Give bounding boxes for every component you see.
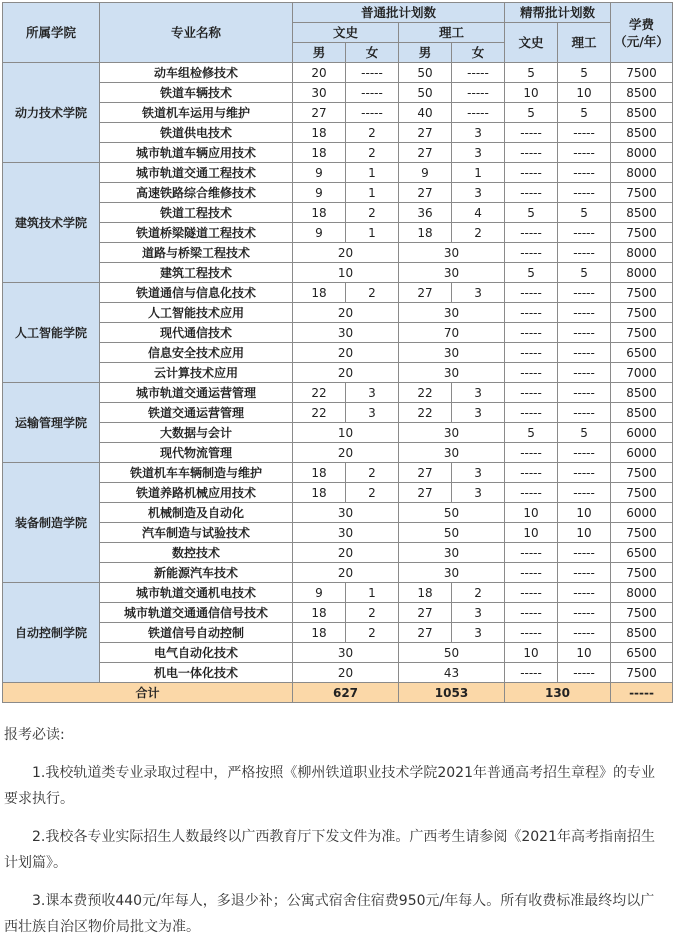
table-row xyxy=(3,163,673,183)
targeted-arts-cell: ----- xyxy=(505,343,558,363)
arts-total-cell: 10 xyxy=(293,423,399,443)
fee-cell: 8500 xyxy=(611,203,673,223)
fee-cell: 7500 xyxy=(611,603,673,623)
sci-female-cell: 3 xyxy=(452,603,505,623)
arts-total-cell: 20 xyxy=(293,243,399,263)
sci-total-cell: 70 xyxy=(399,323,505,343)
sci-total-cell: 30 xyxy=(399,243,505,263)
table-row xyxy=(3,463,673,483)
arts-male-cell: 9 xyxy=(293,183,346,203)
targeted-sci-cell: ----- xyxy=(558,163,611,183)
table-row xyxy=(3,103,673,123)
sci-female-cell: 3 xyxy=(452,483,505,503)
arts-male-cell: 27 xyxy=(293,103,346,123)
header-arts-female: 女 xyxy=(346,43,399,63)
arts-male-cell: 30 xyxy=(293,83,346,103)
table-row xyxy=(3,223,673,243)
fee-cell: 6000 xyxy=(611,503,673,523)
targeted-sci-cell: 10 xyxy=(558,523,611,543)
targeted-sci-cell: ----- xyxy=(558,463,611,483)
targeted-arts-cell: 5 xyxy=(505,103,558,123)
fee-cell: 8500 xyxy=(611,103,673,123)
targeted-arts-cell: 5 xyxy=(505,203,558,223)
sci-total-cell: 30 xyxy=(399,563,505,583)
major-name-cell: 铁道通信与信息化技术 xyxy=(100,283,293,303)
header-arts-male: 男 xyxy=(293,43,346,63)
note-item: 3.课本费预收440元/年每人，多退少补；公寓式宿舍住宿费950元/年每人。所有收费标准最终均以广西壮族自治区物价局批文为准。 xyxy=(4,893,655,935)
arts-total-cell: 30 xyxy=(293,323,399,343)
sci-total-cell: 30 xyxy=(399,423,505,443)
targeted-sci-cell: ----- xyxy=(558,303,611,323)
sci-male-cell: 22 xyxy=(399,383,452,403)
header-sci-female: 女 xyxy=(452,43,505,63)
major-name-cell: 云计算技术应用 xyxy=(100,363,293,383)
targeted-sci-cell: ----- xyxy=(558,363,611,383)
sci-female-cell: 2 xyxy=(452,583,505,603)
arts-female-cell: ----- xyxy=(346,103,399,123)
arts-female-cell: 2 xyxy=(346,623,399,643)
targeted-arts-cell: 5 xyxy=(505,423,558,443)
sci-male-cell: 27 xyxy=(399,123,452,143)
arts-male-cell: 18 xyxy=(293,143,346,163)
sci-total-cell: 30 xyxy=(399,543,505,563)
targeted-arts-cell: ----- xyxy=(505,183,558,203)
table-row xyxy=(3,543,673,563)
targeted-sci-cell: 5 xyxy=(558,263,611,283)
fee-cell: 8000 xyxy=(611,263,673,283)
fee-cell: 8500 xyxy=(611,123,673,143)
sci-female-cell: 3 xyxy=(452,283,505,303)
sci-male-cell: 27 xyxy=(399,463,452,483)
arts-total-cell: 20 xyxy=(293,663,399,683)
major-name-cell: 现代物流管理 xyxy=(100,443,293,463)
arts-female-cell: 2 xyxy=(346,143,399,163)
targeted-sci-cell: ----- xyxy=(558,623,611,643)
targeted-sci-cell: 10 xyxy=(558,503,611,523)
table-row xyxy=(3,443,673,463)
targeted-sci-cell: 5 xyxy=(558,103,611,123)
enrollment-plan-table xyxy=(2,2,673,703)
fee-cell: 6000 xyxy=(611,423,673,443)
arts-male-cell: 18 xyxy=(293,123,346,143)
arts-male-cell: 9 xyxy=(293,223,346,243)
sci-female-cell: ----- xyxy=(452,63,505,83)
targeted-arts-cell: ----- xyxy=(505,563,558,583)
sci-male-cell: 36 xyxy=(399,203,452,223)
fee-cell: 7500 xyxy=(611,663,673,683)
targeted-sci-cell: ----- xyxy=(558,543,611,563)
table-row xyxy=(3,143,673,163)
arts-male-cell: 18 xyxy=(293,603,346,623)
major-name-cell: 汽车制造与试验技术 xyxy=(100,523,293,543)
total-row xyxy=(3,683,673,703)
major-name-cell: 铁道机车车辆制造与维护 xyxy=(100,463,293,483)
fee-cell: 6500 xyxy=(611,343,673,363)
targeted-arts-cell: ----- xyxy=(505,383,558,403)
targeted-sci-cell: ----- xyxy=(558,603,611,623)
table-row xyxy=(3,563,673,583)
arts-female-cell: 2 xyxy=(346,203,399,223)
notes-title: 报考必读: xyxy=(4,727,65,743)
sci-total-cell: 30 xyxy=(399,343,505,363)
arts-total-cell: 20 xyxy=(293,343,399,363)
major-name-cell: 铁道桥梁隧道工程技术 xyxy=(100,223,293,243)
notes-section xyxy=(4,722,668,940)
table-row xyxy=(3,423,673,443)
major-name-cell: 铁道车辆技术 xyxy=(100,83,293,103)
targeted-sci-cell: ----- xyxy=(558,443,611,463)
targeted-sci-cell: ----- xyxy=(558,243,611,263)
sci-female-cell: 3 xyxy=(452,383,505,403)
total-label-cell: 合计 xyxy=(3,683,293,703)
fee-cell: 6500 xyxy=(611,643,673,663)
sci-total-cell: 50 xyxy=(399,503,505,523)
major-name-cell: 铁道信号自动控制 xyxy=(100,623,293,643)
header-college: 所属学院 xyxy=(3,3,100,63)
targeted-sci-cell: ----- xyxy=(558,583,611,603)
total-targeted-cell: 130 xyxy=(505,683,611,703)
table-row xyxy=(3,183,673,203)
targeted-sci-cell: ----- xyxy=(558,663,611,683)
table-row xyxy=(3,643,673,663)
major-name-cell: 数控技术 xyxy=(100,543,293,563)
total-fee-cell: ----- xyxy=(611,683,673,703)
fee-cell: 8500 xyxy=(611,83,673,103)
sci-female-cell: 3 xyxy=(452,143,505,163)
major-name-cell: 道路与桥梁工程技术 xyxy=(100,243,293,263)
header-targeted-sci: 理工 xyxy=(558,23,611,63)
arts-female-cell: 1 xyxy=(346,183,399,203)
targeted-arts-cell: ----- xyxy=(505,163,558,183)
targeted-sci-cell: ----- xyxy=(558,283,611,303)
major-name-cell: 电气自动化技术 xyxy=(100,643,293,663)
major-name-cell: 人工智能技术应用 xyxy=(100,303,293,323)
arts-female-cell: 1 xyxy=(346,583,399,603)
major-name-cell: 现代通信技术 xyxy=(100,323,293,343)
fee-cell: 8500 xyxy=(611,403,673,423)
arts-total-cell: 20 xyxy=(293,563,399,583)
major-name-cell: 铁道养路机械应用技术 xyxy=(100,483,293,503)
targeted-arts-cell: ----- xyxy=(505,403,558,423)
college-cell: 动力技术学院 xyxy=(3,63,100,163)
major-name-cell: 铁道机车运用与维护 xyxy=(100,103,293,123)
table-row xyxy=(3,583,673,603)
total-arts-cell: 627 xyxy=(293,683,399,703)
targeted-sci-cell: 10 xyxy=(558,643,611,663)
sci-total-cell: 50 xyxy=(399,523,505,543)
table-row xyxy=(3,243,673,263)
major-name-cell: 新能源汽车技术 xyxy=(100,563,293,583)
sci-male-cell: 40 xyxy=(399,103,452,123)
table-row xyxy=(3,203,673,223)
college-cell: 自动控制学院 xyxy=(3,583,100,683)
sci-total-cell: 30 xyxy=(399,263,505,283)
targeted-sci-cell: 10 xyxy=(558,83,611,103)
sci-male-cell: 27 xyxy=(399,183,452,203)
sci-total-cell: 30 xyxy=(399,363,505,383)
sci-male-cell: 9 xyxy=(399,163,452,183)
sci-male-cell: 27 xyxy=(399,483,452,503)
fee-cell: 7500 xyxy=(611,563,673,583)
header-major: 专业名称 xyxy=(100,3,293,63)
targeted-sci-cell: ----- xyxy=(558,143,611,163)
header-targeted-arts: 文史 xyxy=(505,23,558,63)
arts-female-cell: ----- xyxy=(346,63,399,83)
fee-cell: 8000 xyxy=(611,243,673,263)
fee-cell: 7500 xyxy=(611,223,673,243)
fee-cell: 7000 xyxy=(611,363,673,383)
sci-male-cell: 50 xyxy=(399,83,452,103)
targeted-arts-cell: ----- xyxy=(505,543,558,563)
sci-female-cell: 2 xyxy=(452,223,505,243)
arts-female-cell: 2 xyxy=(346,603,399,623)
sci-female-cell: 1 xyxy=(452,163,505,183)
arts-female-cell: 3 xyxy=(346,403,399,423)
major-name-cell: 信息安全技术应用 xyxy=(100,343,293,363)
arts-male-cell: 18 xyxy=(293,483,346,503)
arts-male-cell: 18 xyxy=(293,283,346,303)
targeted-arts-cell: ----- xyxy=(505,363,558,383)
targeted-sci-cell: ----- xyxy=(558,323,611,343)
targeted-arts-cell: 10 xyxy=(505,523,558,543)
arts-female-cell: 2 xyxy=(346,483,399,503)
fee-cell: 8000 xyxy=(611,143,673,163)
fee-cell: 8500 xyxy=(611,383,673,403)
header-sci: 理工 xyxy=(399,23,505,43)
sci-male-cell: 27 xyxy=(399,283,452,303)
arts-total-cell: 20 xyxy=(293,363,399,383)
college-cell: 装备制造学院 xyxy=(3,463,100,583)
sci-female-cell: 4 xyxy=(452,203,505,223)
arts-male-cell: 18 xyxy=(293,463,346,483)
table-row xyxy=(3,523,673,543)
table-row xyxy=(3,383,673,403)
table-row xyxy=(3,623,673,643)
targeted-arts-cell: ----- xyxy=(505,143,558,163)
major-name-cell: 城市轨道交通通信信号技术 xyxy=(100,603,293,623)
sci-female-cell: 3 xyxy=(452,123,505,143)
targeted-sci-cell: 5 xyxy=(558,203,611,223)
header-arts: 文史 xyxy=(293,23,399,43)
targeted-sci-cell: ----- xyxy=(558,403,611,423)
sci-male-cell: 18 xyxy=(399,223,452,243)
table-row xyxy=(3,363,673,383)
sci-female-cell: 3 xyxy=(452,403,505,423)
header-fee: 学费 （元/年） xyxy=(611,3,673,63)
sci-female-cell: 3 xyxy=(452,183,505,203)
major-name-cell: 大数据与会计 xyxy=(100,423,293,443)
sci-male-cell: 18 xyxy=(399,583,452,603)
table-row xyxy=(3,603,673,623)
targeted-sci-cell: 5 xyxy=(558,63,611,83)
table-row xyxy=(3,403,673,423)
table-body xyxy=(3,63,673,703)
table-row xyxy=(3,503,673,523)
targeted-arts-cell: ----- xyxy=(505,583,558,603)
arts-male-cell: 9 xyxy=(293,163,346,183)
arts-total-cell: 10 xyxy=(293,263,399,283)
sci-male-cell: 22 xyxy=(399,403,452,423)
fee-cell: 7500 xyxy=(611,183,673,203)
major-name-cell: 城市轨道车辆应用技术 xyxy=(100,143,293,163)
table-row xyxy=(3,323,673,343)
major-name-cell: 铁道工程技术 xyxy=(100,203,293,223)
fee-cell: 7500 xyxy=(611,303,673,323)
table-row xyxy=(3,123,673,143)
targeted-arts-cell: ----- xyxy=(505,443,558,463)
major-name-cell: 城市轨道交通工程技术 xyxy=(100,163,293,183)
major-name-cell: 铁道供电技术 xyxy=(100,123,293,143)
major-name-cell: 机械制造及自动化 xyxy=(100,503,293,523)
fee-cell: 7500 xyxy=(611,63,673,83)
table-row xyxy=(3,83,673,103)
arts-total-cell: 30 xyxy=(293,503,399,523)
targeted-arts-cell: ----- xyxy=(505,223,558,243)
major-name-cell: 机电一体化技术 xyxy=(100,663,293,683)
targeted-arts-cell: 5 xyxy=(505,63,558,83)
targeted-arts-cell: ----- xyxy=(505,123,558,143)
sci-female-cell: ----- xyxy=(452,83,505,103)
targeted-sci-cell: ----- xyxy=(558,563,611,583)
college-cell: 运输管理学院 xyxy=(3,383,100,463)
targeted-arts-cell: 10 xyxy=(505,643,558,663)
fee-cell: 8000 xyxy=(611,583,673,603)
arts-male-cell: 9 xyxy=(293,583,346,603)
fee-cell: 7500 xyxy=(611,523,673,543)
major-name-cell: 建筑工程技术 xyxy=(100,263,293,283)
note-item: 1.我校轨道类专业录取过程中，严格按照《柳州铁道职业技术学院2021年普通高考招生章程》的专业要求执行。 xyxy=(4,765,655,807)
sci-female-cell: ----- xyxy=(452,103,505,123)
major-name-cell: 动车组检修技术 xyxy=(100,63,293,83)
arts-female-cell: 2 xyxy=(346,283,399,303)
targeted-sci-cell: ----- xyxy=(558,123,611,143)
targeted-arts-cell: ----- xyxy=(505,623,558,643)
targeted-arts-cell: ----- xyxy=(505,603,558,623)
targeted-sci-cell: ----- xyxy=(558,223,611,243)
fee-cell: 6000 xyxy=(611,443,673,463)
targeted-arts-cell: ----- xyxy=(505,483,558,503)
targeted-arts-cell: ----- xyxy=(505,663,558,683)
major-name-cell: 铁道交通运营管理 xyxy=(100,403,293,423)
targeted-sci-cell: ----- xyxy=(558,383,611,403)
arts-female-cell: 1 xyxy=(346,223,399,243)
sci-total-cell: 43 xyxy=(399,663,505,683)
college-cell: 人工智能学院 xyxy=(3,283,100,383)
fee-cell: 7500 xyxy=(611,323,673,343)
targeted-sci-cell: ----- xyxy=(558,343,611,363)
fee-cell: 8000 xyxy=(611,163,673,183)
header-targeted-plan: 精帮批计划数 xyxy=(505,3,611,23)
major-name-cell: 高速铁路综合维修技术 xyxy=(100,183,293,203)
fee-cell: 7500 xyxy=(611,463,673,483)
header-general-plan: 普通批计划数 xyxy=(293,3,505,23)
arts-male-cell: 22 xyxy=(293,383,346,403)
targeted-sci-cell: ----- xyxy=(558,483,611,503)
table-row xyxy=(3,343,673,363)
arts-female-cell: 2 xyxy=(346,463,399,483)
sci-total-cell: 50 xyxy=(399,643,505,663)
targeted-sci-cell: ----- xyxy=(558,183,611,203)
arts-total-cell: 30 xyxy=(293,523,399,543)
table-row xyxy=(3,303,673,323)
targeted-arts-cell: 5 xyxy=(505,263,558,283)
college-cell: 建筑技术学院 xyxy=(3,163,100,283)
major-name-cell: 城市轨道交通机电技术 xyxy=(100,583,293,603)
arts-total-cell: 20 xyxy=(293,303,399,323)
sci-total-cell: 30 xyxy=(399,303,505,323)
arts-male-cell: 18 xyxy=(293,623,346,643)
table-row xyxy=(3,483,673,503)
targeted-arts-cell: ----- xyxy=(505,283,558,303)
sci-male-cell: 27 xyxy=(399,623,452,643)
targeted-arts-cell: ----- xyxy=(505,243,558,263)
sci-female-cell: 3 xyxy=(452,463,505,483)
table-row xyxy=(3,283,673,303)
arts-total-cell: 20 xyxy=(293,443,399,463)
fee-cell: 7500 xyxy=(611,283,673,303)
targeted-sci-cell: 5 xyxy=(558,423,611,443)
fee-cell: 6500 xyxy=(611,543,673,563)
arts-female-cell: 2 xyxy=(346,123,399,143)
table-row xyxy=(3,263,673,283)
major-name-cell: 城市轨道交通运营管理 xyxy=(100,383,293,403)
targeted-arts-cell: 10 xyxy=(505,83,558,103)
arts-female-cell: 3 xyxy=(346,383,399,403)
sci-total-cell: 30 xyxy=(399,443,505,463)
arts-male-cell: 18 xyxy=(293,203,346,223)
sci-male-cell: 50 xyxy=(399,63,452,83)
targeted-arts-cell: ----- xyxy=(505,303,558,323)
arts-female-cell: ----- xyxy=(346,83,399,103)
sci-male-cell: 27 xyxy=(399,603,452,623)
table-row xyxy=(3,663,673,683)
targeted-arts-cell: 10 xyxy=(505,503,558,523)
total-sci-cell: 1053 xyxy=(399,683,505,703)
arts-female-cell: 1 xyxy=(346,163,399,183)
arts-total-cell: 20 xyxy=(293,543,399,563)
arts-male-cell: 22 xyxy=(293,403,346,423)
sci-male-cell: 27 xyxy=(399,143,452,163)
note-item: 2.我校各专业实际招生人数最终以广西教育厅下发文件为准。广西考生请参阅《2021年高考指南招生计划篇》。 xyxy=(4,829,655,871)
sci-female-cell: 3 xyxy=(452,623,505,643)
arts-total-cell: 30 xyxy=(293,643,399,663)
targeted-arts-cell: ----- xyxy=(505,463,558,483)
arts-male-cell: 20 xyxy=(293,63,346,83)
targeted-arts-cell: ----- xyxy=(505,323,558,343)
header-sci-male: 男 xyxy=(399,43,452,63)
fee-cell: 8500 xyxy=(611,623,673,643)
fee-cell: 7500 xyxy=(611,483,673,503)
table-row xyxy=(3,63,673,83)
